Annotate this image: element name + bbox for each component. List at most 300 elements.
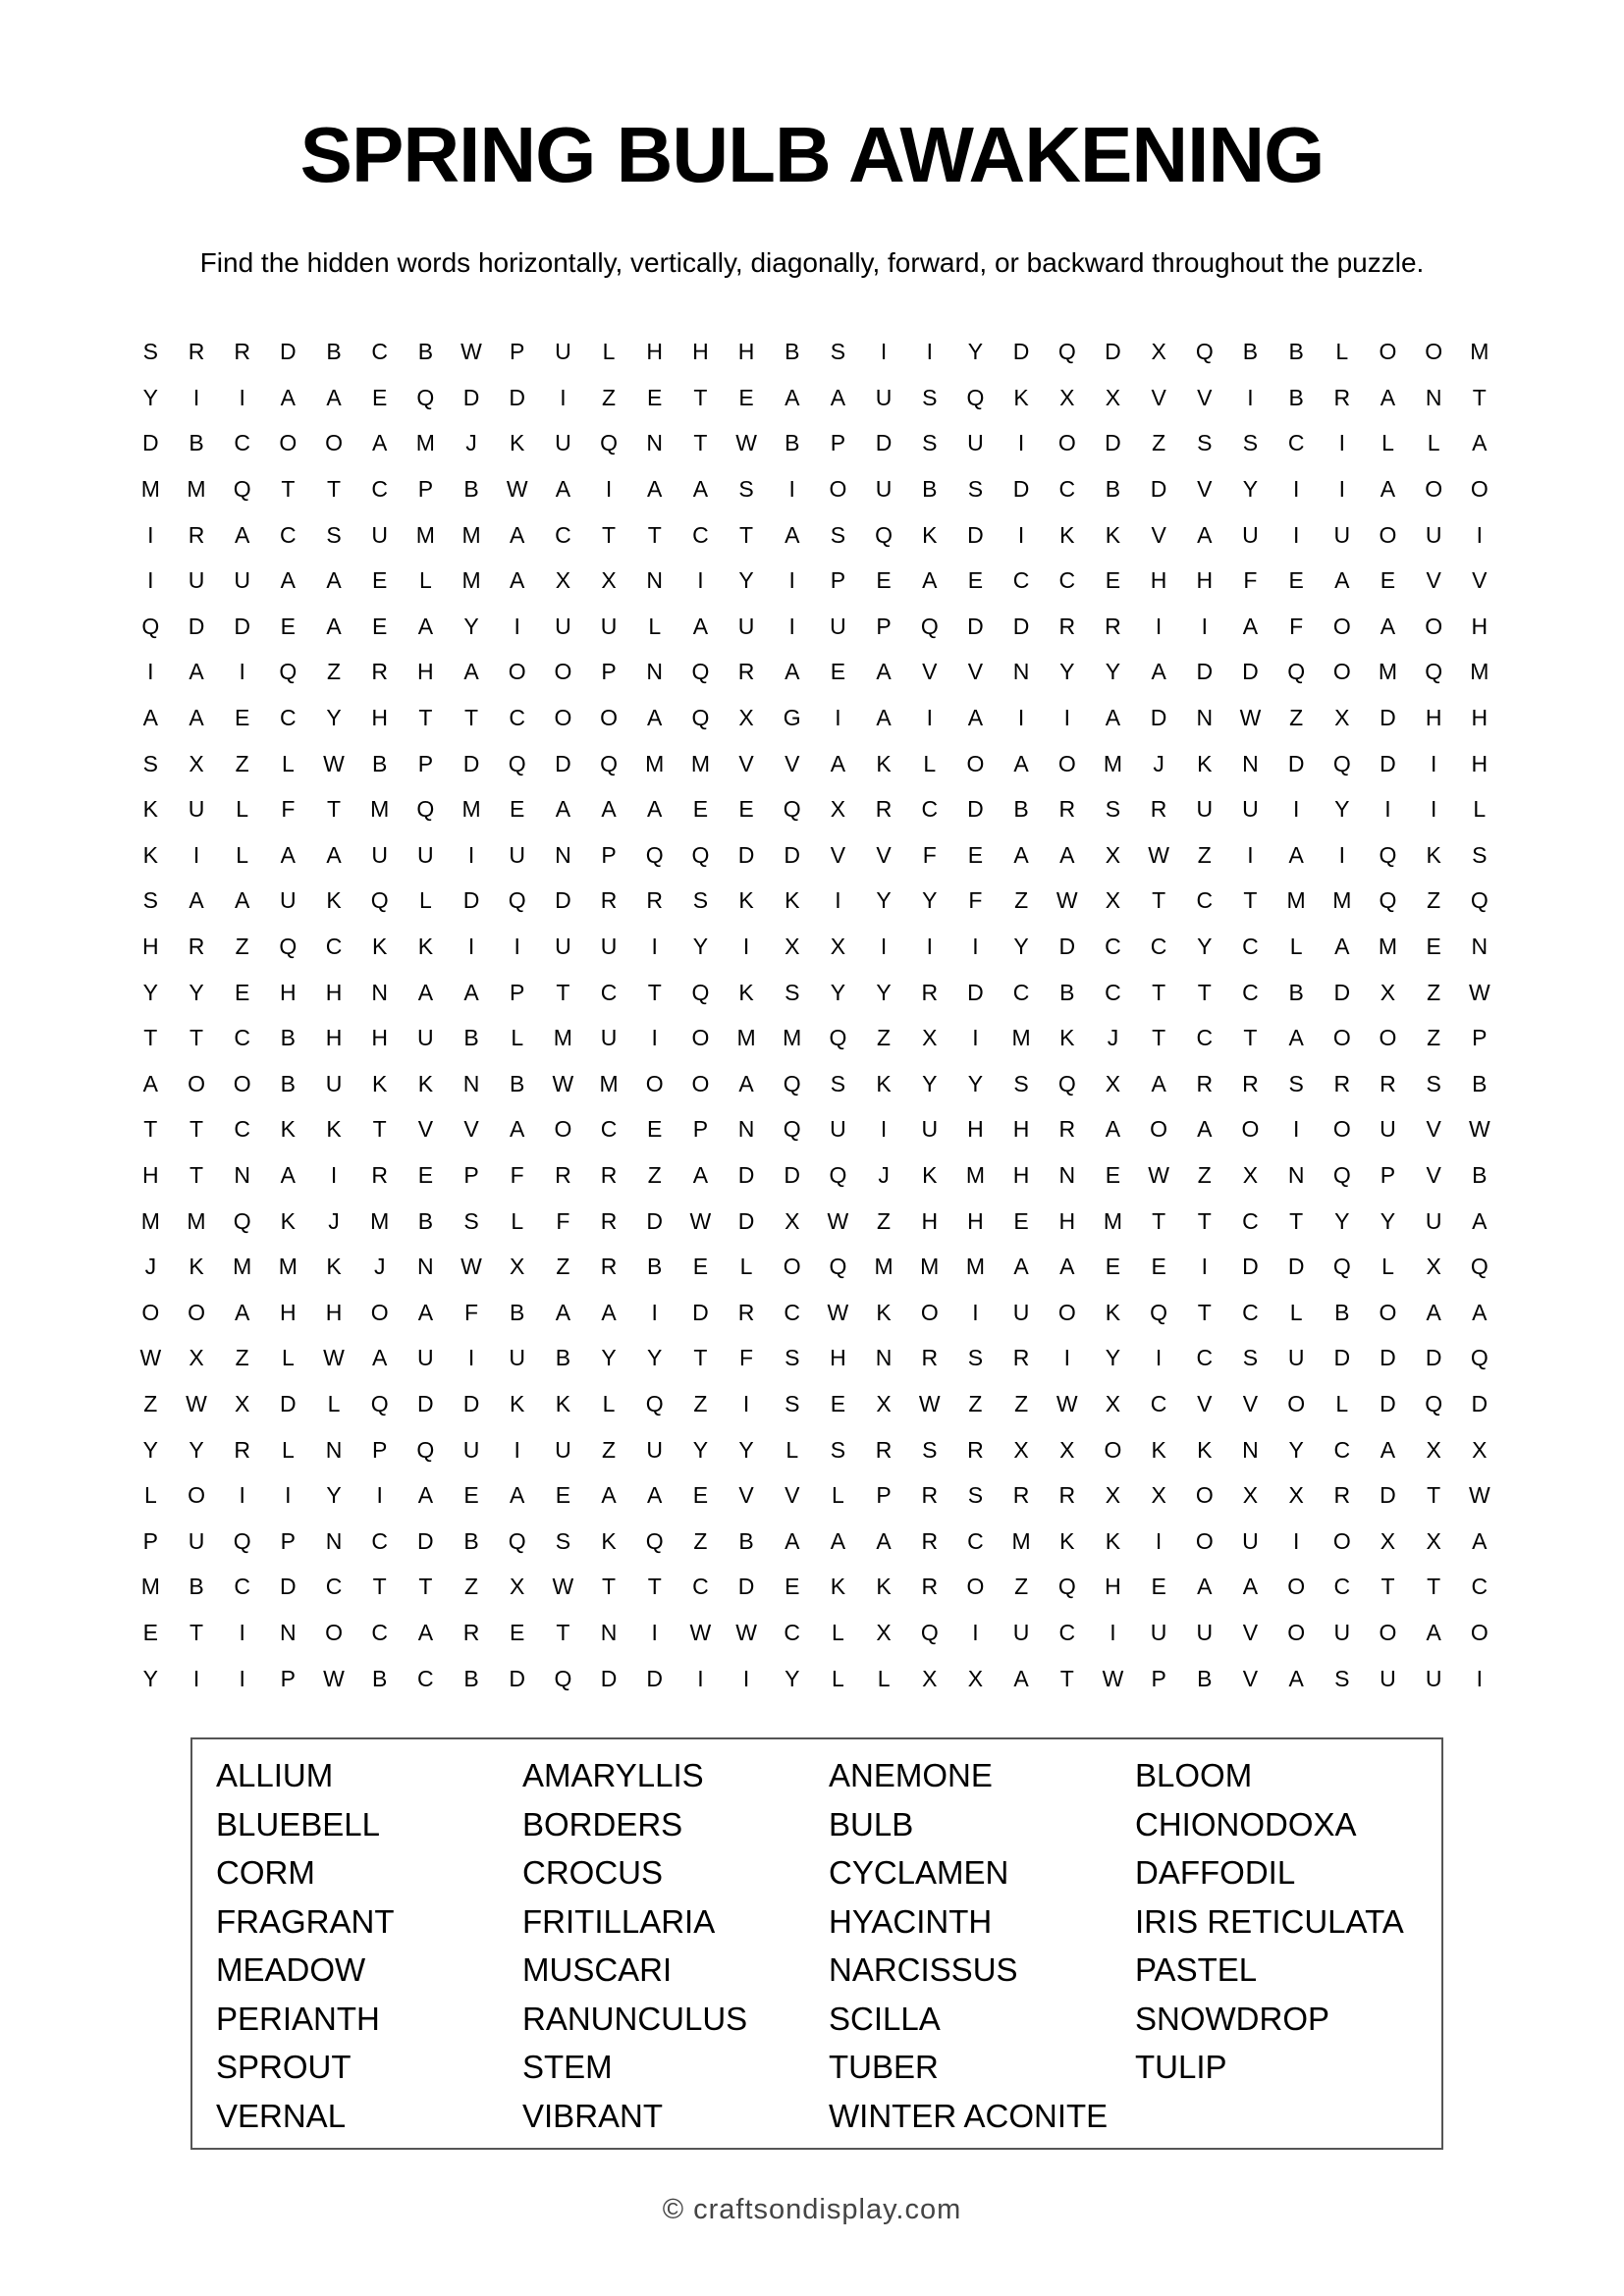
grid-cell[interactable]: S (555, 1527, 571, 1554)
grid-cell[interactable]: A (647, 796, 663, 823)
grid-cell[interactable]: I (742, 1665, 750, 1691)
grid-cell[interactable]: A (417, 1299, 434, 1325)
grid-cell[interactable]: I (651, 1619, 658, 1645)
grid-cell[interactable]: R (875, 1436, 893, 1463)
grid-cell[interactable]: P (463, 1161, 479, 1188)
grid-cell[interactable]: V (1197, 1390, 1213, 1416)
grid-cell[interactable]: A (785, 659, 800, 685)
grid-cell[interactable]: A (142, 1070, 158, 1096)
grid-cell[interactable]: T (189, 1619, 204, 1645)
grid-cell[interactable]: A (876, 705, 892, 731)
grid-cell[interactable]: S (922, 1436, 938, 1463)
grid-cell[interactable]: A (1426, 1619, 1441, 1645)
grid-cell[interactable]: U (555, 1436, 571, 1463)
grid-cell[interactable]: Q (1470, 1345, 1489, 1371)
grid-cell[interactable]: T (143, 1025, 158, 1051)
grid-cell[interactable]: A (189, 705, 204, 731)
grid-cell[interactable]: Q (691, 841, 710, 868)
grid-cell[interactable]: N (646, 430, 664, 456)
grid-cell[interactable]: O (279, 430, 298, 456)
grid-cell[interactable]: D (462, 1390, 480, 1416)
grid-cell[interactable]: V (1151, 521, 1166, 548)
grid-cell[interactable]: K (830, 1574, 846, 1600)
grid-cell[interactable]: B (510, 1299, 525, 1325)
grid-cell[interactable]: Y (1105, 659, 1121, 685)
grid-cell[interactable]: L (648, 613, 662, 639)
grid-cell[interactable]: Z (326, 659, 342, 685)
grid-cell[interactable]: I (1292, 476, 1300, 503)
grid-cell[interactable]: Q (1425, 1390, 1443, 1416)
grid-cell[interactable]: M (278, 1254, 298, 1280)
grid-cell[interactable]: I (1292, 796, 1300, 823)
grid-cell[interactable]: A (142, 705, 158, 731)
grid-cell[interactable]: S (1334, 1665, 1350, 1691)
grid-cell[interactable]: T (1152, 979, 1166, 1005)
grid-cell[interactable]: T (1152, 1207, 1166, 1234)
grid-cell[interactable]: O (370, 1299, 389, 1325)
grid-cell[interactable]: H (1058, 1207, 1076, 1234)
grid-cell[interactable]: Z (1014, 1390, 1029, 1416)
grid-cell[interactable]: O (1332, 613, 1351, 639)
grid-cell[interactable]: A (647, 476, 663, 503)
grid-cell[interactable]: L (1335, 339, 1349, 365)
grid-cell[interactable]: Q (1057, 339, 1076, 365)
grid-cell[interactable]: R (600, 1254, 618, 1280)
grid-cell[interactable]: Q (233, 1207, 251, 1234)
grid-cell[interactable]: U (509, 1345, 526, 1371)
grid-cell[interactable]: X (1105, 384, 1121, 410)
grid-cell[interactable]: B (555, 1345, 571, 1371)
grid-cell[interactable]: R (1333, 384, 1351, 410)
grid-cell[interactable]: X (555, 567, 571, 594)
grid-cell[interactable]: C (692, 1574, 709, 1600)
grid-cell[interactable]: N (1242, 750, 1259, 776)
grid-cell[interactable]: C (1287, 430, 1305, 456)
grid-cell[interactable]: W (323, 750, 345, 776)
grid-cell[interactable]: I (1155, 1527, 1163, 1554)
grid-cell[interactable]: L (511, 1207, 524, 1234)
grid-cell[interactable]: A (922, 567, 938, 594)
grid-cell[interactable]: D (967, 979, 984, 1005)
grid-cell[interactable]: X (830, 934, 846, 960)
grid-cell[interactable]: E (235, 705, 250, 731)
grid-cell[interactable]: N (1242, 1436, 1259, 1463)
grid-cell[interactable]: H (371, 1025, 388, 1051)
grid-cell[interactable]: W (1468, 979, 1490, 1005)
grid-cell[interactable]: F (510, 1161, 524, 1188)
grid-cell[interactable]: T (372, 1574, 387, 1600)
grid-cell[interactable]: D (737, 841, 755, 868)
grid-cell[interactable]: B (1197, 1665, 1213, 1691)
grid-cell[interactable]: R (967, 1436, 984, 1463)
grid-cell[interactable]: K (326, 1116, 342, 1143)
grid-cell[interactable]: Q (1195, 339, 1214, 365)
grid-cell[interactable]: A (280, 1161, 297, 1188)
grid-cell[interactable]: K (876, 1574, 892, 1600)
grid-cell[interactable]: I (514, 1436, 520, 1463)
grid-cell[interactable]: C (921, 796, 939, 823)
grid-cell[interactable]: C (1242, 1299, 1259, 1325)
grid-cell[interactable]: O (233, 1070, 251, 1096)
grid-cell[interactable]: O (691, 1070, 710, 1096)
grid-cell[interactable]: Q (1150, 1299, 1168, 1325)
grid-cell[interactable]: T (372, 1116, 387, 1143)
grid-cell[interactable]: U (1150, 1619, 1167, 1645)
grid-cell[interactable]: W (1239, 705, 1262, 731)
grid-cell[interactable]: D (646, 1207, 664, 1234)
grid-cell[interactable]: Y (1242, 476, 1259, 503)
grid-cell[interactable]: K (372, 1070, 388, 1096)
grid-cell[interactable]: W (186, 1390, 207, 1416)
grid-cell[interactable]: E (1105, 1161, 1121, 1188)
grid-cell[interactable]: K (555, 1390, 571, 1416)
grid-cell[interactable]: O (1057, 430, 1076, 456)
grid-cell[interactable]: A (1380, 613, 1396, 639)
grid-cell[interactable]: I (788, 613, 795, 639)
grid-cell[interactable]: W (323, 1665, 345, 1691)
grid-cell[interactable]: Q (645, 841, 664, 868)
grid-cell[interactable]: R (188, 339, 205, 365)
grid-cell[interactable]: A (1288, 1665, 1304, 1691)
grid-cell[interactable]: V (417, 1116, 434, 1143)
grid-cell[interactable]: K (601, 1527, 617, 1554)
grid-cell[interactable]: S (1242, 1345, 1259, 1371)
grid-cell[interactable]: O (1241, 1116, 1260, 1143)
grid-cell[interactable]: V (1472, 567, 1488, 594)
grid-cell[interactable]: D (1287, 1254, 1305, 1280)
grid-cell[interactable]: M (1470, 339, 1489, 365)
grid-cell[interactable]: C (1150, 934, 1167, 960)
grid-cell[interactable]: B (1105, 476, 1121, 503)
grid-cell[interactable]: R (1333, 1070, 1351, 1096)
grid-cell[interactable]: A (1288, 1025, 1304, 1051)
grid-cell[interactable]: Z (1197, 841, 1212, 868)
grid-cell[interactable]: X (1105, 841, 1121, 868)
grid-cell[interactable]: S (785, 1345, 800, 1371)
grid-cell[interactable]: A (510, 567, 525, 594)
grid-cell[interactable]: I (651, 934, 658, 960)
grid-cell[interactable]: D (1105, 430, 1121, 456)
grid-cell[interactable]: R (921, 1345, 939, 1371)
grid-cell[interactable]: K (417, 1070, 434, 1096)
grid-cell[interactable]: D (1058, 934, 1076, 960)
grid-cell[interactable]: C (1333, 1574, 1351, 1600)
grid-cell[interactable]: W (1056, 887, 1078, 914)
grid-cell[interactable]: X (785, 1207, 800, 1234)
grid-cell[interactable]: A (417, 979, 434, 1005)
grid-cell[interactable]: W (1468, 1482, 1490, 1509)
grid-cell[interactable]: U (1380, 1665, 1396, 1691)
grid-cell[interactable]: D (1012, 613, 1030, 639)
grid-cell[interactable]: U (555, 613, 571, 639)
grid-cell[interactable]: X (189, 750, 204, 776)
grid-cell[interactable]: R (555, 1161, 571, 1188)
grid-cell[interactable]: O (188, 1070, 205, 1096)
grid-cell[interactable]: R (1058, 796, 1076, 823)
grid-cell[interactable]: A (830, 750, 846, 776)
grid-cell[interactable]: V (785, 750, 800, 776)
grid-cell[interactable]: E (372, 613, 388, 639)
grid-cell[interactable]: D (600, 1665, 618, 1691)
grid-cell[interactable]: Q (691, 705, 710, 731)
grid-cell[interactable]: L (832, 1665, 844, 1691)
grid-cell[interactable]: Q (691, 979, 710, 1005)
grid-cell[interactable]: C (1196, 1025, 1214, 1051)
grid-cell[interactable]: A (1472, 430, 1488, 456)
grid-cell[interactable]: M (690, 750, 710, 776)
grid-cell[interactable]: U (188, 796, 205, 823)
grid-cell[interactable]: A (1472, 1207, 1488, 1234)
grid-cell[interactable]: R (1196, 1070, 1214, 1096)
grid-cell[interactable]: B (463, 1665, 479, 1691)
grid-cell[interactable]: R (1058, 1116, 1076, 1143)
grid-cell[interactable]: Y (1013, 934, 1029, 960)
grid-cell[interactable]: E (876, 567, 892, 594)
grid-cell[interactable]: D (234, 613, 250, 639)
grid-cell[interactable]: A (280, 384, 297, 410)
grid-cell[interactable]: G (783, 705, 801, 731)
grid-cell[interactable]: E (692, 796, 709, 823)
grid-cell[interactable]: C (234, 1574, 250, 1600)
grid-cell[interactable]: Q (645, 1527, 664, 1554)
grid-cell[interactable]: K (738, 887, 754, 914)
grid-cell[interactable]: A (1013, 841, 1029, 868)
grid-cell[interactable]: Y (189, 1436, 204, 1463)
grid-cell[interactable]: Z (235, 750, 249, 776)
grid-cell[interactable]: R (737, 659, 755, 685)
grid-cell[interactable]: I (788, 476, 795, 503)
grid-cell[interactable]: E (785, 1574, 800, 1600)
grid-cell[interactable]: H (417, 659, 434, 685)
grid-cell[interactable]: S (142, 750, 158, 776)
grid-cell[interactable]: D (462, 887, 480, 914)
grid-cell[interactable]: L (1289, 1299, 1303, 1325)
grid-cell[interactable]: F (968, 887, 983, 914)
grid-cell[interactable]: H (967, 1116, 984, 1143)
grid-cell[interactable]: Y (967, 1070, 984, 1096)
grid-cell[interactable]: E (738, 796, 754, 823)
grid-cell[interactable]: X (1105, 1070, 1121, 1096)
grid-cell[interactable]: D (280, 1574, 297, 1600)
grid-cell[interactable]: D (1150, 476, 1167, 503)
grid-cell[interactable]: U (509, 841, 526, 868)
grid-cell[interactable]: C (1242, 934, 1259, 960)
grid-cell[interactable]: K (922, 521, 938, 548)
grid-cell[interactable]: K (922, 1161, 938, 1188)
grid-cell[interactable]: R (646, 887, 664, 914)
grid-cell[interactable]: Q (691, 659, 710, 685)
grid-cell[interactable]: R (234, 1436, 250, 1463)
grid-cell[interactable]: Y (142, 1665, 158, 1691)
grid-cell[interactable]: A (1105, 705, 1121, 731)
grid-cell[interactable]: R (1150, 796, 1167, 823)
grid-cell[interactable]: W (323, 1345, 345, 1371)
grid-cell[interactable]: H (280, 1299, 297, 1325)
grid-cell[interactable]: U (555, 339, 571, 365)
grid-cell[interactable]: L (832, 1482, 844, 1509)
grid-cell[interactable]: R (1242, 1070, 1259, 1096)
grid-cell[interactable]: U (646, 1436, 664, 1463)
grid-cell[interactable]: W (1056, 1390, 1078, 1416)
grid-cell[interactable]: Q (920, 1619, 939, 1645)
grid-cell[interactable]: B (280, 1070, 297, 1096)
grid-cell[interactable]: Y (601, 1345, 617, 1371)
grid-cell[interactable]: K (1197, 1436, 1213, 1463)
grid-cell[interactable]: A (555, 476, 571, 503)
grid-cell[interactable]: D (1380, 705, 1396, 731)
grid-cell[interactable]: L (236, 796, 249, 823)
grid-cell[interactable]: H (692, 339, 709, 365)
grid-cell[interactable]: R (1012, 1345, 1030, 1371)
grid-cell[interactable]: N (325, 1527, 343, 1554)
grid-cell[interactable]: U (600, 934, 618, 960)
grid-cell[interactable]: N (234, 1161, 250, 1188)
grid-cell[interactable]: I (1292, 521, 1300, 548)
grid-cell[interactable]: X (876, 1390, 892, 1416)
grid-cell[interactable]: T (1059, 1665, 1074, 1691)
grid-cell[interactable]: I (514, 613, 520, 639)
grid-cell[interactable]: H (1196, 567, 1214, 594)
grid-cell[interactable]: I (514, 934, 520, 960)
grid-cell[interactable]: X (1013, 1436, 1029, 1463)
grid-cell[interactable]: O (1425, 339, 1443, 365)
grid-cell[interactable]: A (601, 1299, 617, 1325)
grid-cell[interactable]: X (738, 705, 754, 731)
grid-cell[interactable]: H (1012, 1161, 1030, 1188)
grid-cell[interactable]: X (189, 1345, 204, 1371)
grid-cell[interactable]: Y (692, 934, 709, 960)
grid-cell[interactable]: U (1425, 1207, 1442, 1234)
grid-cell[interactable]: I (467, 1345, 475, 1371)
grid-cell[interactable]: M (233, 1254, 252, 1280)
grid-cell[interactable]: Q (920, 613, 939, 639)
grid-cell[interactable]: C (371, 1619, 388, 1645)
grid-cell[interactable]: X (1242, 1482, 1259, 1509)
grid-cell[interactable]: K (142, 796, 158, 823)
grid-cell[interactable]: O (1425, 613, 1443, 639)
grid-cell[interactable]: S (1105, 796, 1121, 823)
grid-cell[interactable]: Q (600, 430, 618, 456)
grid-cell[interactable]: S (830, 1070, 846, 1096)
grid-cell[interactable]: A (1334, 934, 1350, 960)
grid-cell[interactable]: Y (967, 339, 984, 365)
grid-cell[interactable]: P (142, 1527, 158, 1554)
grid-cell[interactable]: O (554, 705, 572, 731)
grid-cell[interactable]: C (280, 705, 297, 731)
grid-cell[interactable]: D (692, 1299, 709, 1325)
grid-cell[interactable]: Q (1057, 1574, 1076, 1600)
grid-cell[interactable]: I (1384, 796, 1391, 823)
grid-cell[interactable]: H (142, 934, 159, 960)
grid-cell[interactable]: I (697, 1665, 704, 1691)
grid-cell[interactable]: U (188, 567, 205, 594)
grid-cell[interactable]: I (651, 1025, 658, 1051)
grid-cell[interactable]: Z (556, 1254, 570, 1280)
grid-cell[interactable]: I (1476, 1665, 1484, 1691)
grid-cell[interactable]: E (555, 1482, 571, 1509)
grid-cell[interactable]: T (326, 476, 342, 503)
grid-cell[interactable]: D (1380, 750, 1396, 776)
grid-cell[interactable]: V (1426, 1161, 1441, 1188)
grid-cell[interactable]: Q (233, 1527, 251, 1554)
grid-cell[interactable]: S (1472, 841, 1488, 868)
grid-cell[interactable]: M (874, 1254, 893, 1280)
grid-cell[interactable]: R (1058, 1482, 1076, 1509)
grid-cell[interactable]: Y (463, 613, 479, 639)
grid-cell[interactable]: J (465, 430, 477, 456)
grid-cell[interactable]: C (967, 1527, 984, 1554)
grid-cell[interactable]: Y (1334, 1207, 1350, 1234)
grid-cell[interactable]: K (1426, 841, 1441, 868)
grid-cell[interactable]: C (1242, 979, 1259, 1005)
grid-cell[interactable]: L (281, 1345, 295, 1371)
grid-cell[interactable]: F (1243, 567, 1258, 594)
grid-cell[interactable]: X (785, 934, 800, 960)
grid-cell[interactable]: N (600, 1619, 618, 1645)
grid-cell[interactable]: U (555, 430, 571, 456)
grid-cell[interactable]: O (1470, 476, 1489, 503)
grid-cell[interactable]: U (1333, 521, 1351, 548)
grid-cell[interactable]: C (1012, 567, 1030, 594)
grid-cell[interactable]: I (1017, 521, 1025, 548)
grid-cell[interactable]: I (651, 1299, 658, 1325)
grid-cell[interactable]: B (463, 1527, 479, 1554)
grid-cell[interactable]: B (1288, 384, 1304, 410)
grid-cell[interactable]: Z (235, 934, 249, 960)
grid-cell[interactable]: Y (738, 567, 754, 594)
grid-cell[interactable]: A (510, 521, 525, 548)
grid-cell[interactable]: I (147, 659, 154, 685)
grid-cell[interactable]: O (508, 659, 526, 685)
grid-cell[interactable]: L (1381, 430, 1394, 456)
grid-cell[interactable]: S (738, 476, 754, 503)
grid-cell[interactable]: I (788, 567, 795, 594)
grid-cell[interactable]: A (417, 1482, 434, 1509)
grid-cell[interactable]: E (967, 567, 984, 594)
grid-cell[interactable]: V (1151, 384, 1166, 410)
grid-cell[interactable]: T (602, 1574, 617, 1600)
grid-cell[interactable]: U (1012, 1619, 1030, 1645)
grid-cell[interactable]: A (1334, 567, 1350, 594)
grid-cell[interactable]: D (737, 1161, 755, 1188)
grid-cell[interactable]: T (189, 1025, 204, 1051)
grid-cell[interactable]: A (326, 567, 342, 594)
grid-cell[interactable]: S (785, 1390, 800, 1416)
grid-cell[interactable]: E (417, 1161, 434, 1188)
grid-cell[interactable]: I (239, 1665, 245, 1691)
grid-cell[interactable]: O (1150, 1116, 1168, 1143)
grid-cell[interactable]: N (875, 1345, 893, 1371)
grid-cell[interactable]: T (739, 521, 754, 548)
grid-cell[interactable]: A (1059, 841, 1075, 868)
grid-cell[interactable]: M (783, 1025, 802, 1051)
grid-cell[interactable]: U (1287, 1345, 1305, 1371)
grid-cell[interactable]: A (235, 1299, 250, 1325)
grid-cell[interactable]: S (785, 979, 800, 1005)
grid-cell[interactable]: S (692, 887, 709, 914)
grid-cell[interactable]: B (1288, 339, 1304, 365)
grid-cell[interactable]: A (463, 659, 479, 685)
grid-cell[interactable]: L (602, 1390, 616, 1416)
grid-cell[interactable]: I (1247, 841, 1254, 868)
grid-cell[interactable]: P (830, 567, 846, 594)
grid-cell[interactable]: B (1334, 1299, 1350, 1325)
grid-cell[interactable]: A (1151, 659, 1166, 685)
grid-cell[interactable]: C (509, 705, 526, 731)
grid-cell[interactable]: P (601, 659, 617, 685)
grid-cell[interactable]: M (599, 1070, 619, 1096)
grid-cell[interactable]: K (1059, 1025, 1075, 1051)
